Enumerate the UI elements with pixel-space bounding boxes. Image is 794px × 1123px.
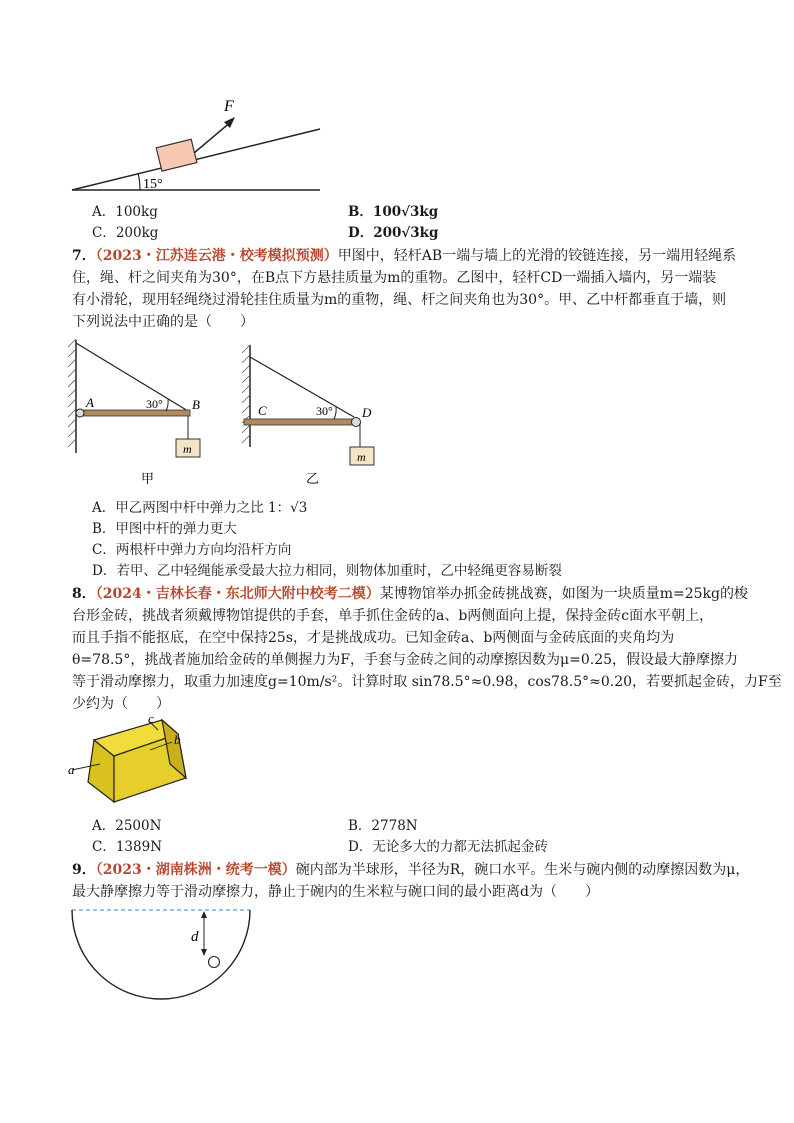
q8-option-a[interactable]: A．2500N — [92, 818, 162, 834]
caption-yi: 乙 — [306, 471, 320, 485]
q8-stem-line-2: 台形金砖，挑战者须戴博物馆提供的手套，单手抓住金砖的a、b两侧面向上提，保持金砖c面水平朝上， — [72, 608, 714, 624]
q7-option-c[interactable]: C．两根杆中弹力方向均沿杆方向 — [92, 542, 292, 558]
q7-figure-left — [60, 335, 220, 485]
svg-text:A: A — [86, 395, 94, 410]
q8-stem-line-5: 等于滑动摩擦力，取重力加速度g=10m/s²。计算时取 sin78.5°≈0.98，cos78.5°≈0.20，若要抓起金砖，力F至 — [72, 674, 782, 690]
caption-jia: 甲 — [141, 471, 155, 485]
q8-option-c[interactable]: C．1389N — [92, 839, 163, 855]
bowl-figure — [66, 904, 256, 1000]
q8-number: 8． — [72, 586, 96, 602]
q7-number: 7． — [72, 248, 96, 264]
rice-grain — [209, 957, 220, 968]
q6-option-b[interactable]: B．100√3kg — [348, 204, 439, 220]
incline-figure — [60, 95, 340, 200]
svg-text:m: m — [183, 442, 192, 456]
svg-text:m: m — [357, 450, 366, 464]
q6-option-d[interactable]: D．200√3kg — [348, 225, 439, 241]
hinge — [76, 409, 84, 417]
q8-option-d[interactable]: D．无论多大的力都无法抓起金砖 — [348, 839, 548, 855]
q8-source: （2024・吉林长春・东北师大附中校考二模） — [95, 586, 380, 602]
q9-source: （2023・湖南株洲・统考一模） — [95, 862, 296, 878]
q8-stem-line-3: 而且手指不能抠底，在空中保持25s，才是挑战成功。已知金砖a、b两侧面与金砖底面的夹角均为 — [72, 630, 675, 646]
bowl-arc — [72, 910, 250, 999]
force-arrow — [194, 121, 232, 153]
block — [156, 139, 197, 171]
q7-stem-line-1: 7．（2023・江苏连云港・校考模拟预测）甲图中，轻杆AB一端与墙上的光滑的铰链连接，另一端用轻绳系 — [72, 248, 737, 264]
q8-stem-line-1: 8．（2024・吉林长春・东北师大附中校考二模）某博物馆举办抓金砖挑战赛，如图为一块质量m=25kg的梭 — [72, 586, 748, 602]
svg-text:30°: 30° — [316, 404, 333, 418]
svg-text:B: B — [192, 397, 200, 412]
q9-stem-line-1: 9．（2023・湖南株洲・统考一模）碗内部为半球形，半径为R，碗口水平。生米与碗内侧的动摩擦因数为μ， — [72, 862, 750, 878]
q7-option-d[interactable]: D．若甲、乙中轻绳能承受最大拉力相同，则物体加重时，乙中轻绳更容易断裂 — [92, 563, 562, 579]
q8-option-b[interactable]: B．2778N — [348, 818, 418, 834]
rod-ab — [82, 410, 190, 416]
q7-stem-line-4: 下列说法中正确的是（ ） — [72, 314, 254, 330]
q6-option-a[interactable]: A．100kg — [92, 204, 158, 220]
q7-source: （2023・江苏连云港・校考模拟预测） — [95, 248, 338, 264]
svg-text:c: c — [148, 712, 154, 726]
angle-arc — [138, 173, 140, 190]
q7-stem-line-3: 有小滑轮，现用轻绳绕过滑轮挂住质量为m的重物，绳、杆之间夹角也为30°。甲、乙中杆都垂直于墙，则 — [72, 292, 727, 308]
q6-option-c[interactable]: C．200kg — [92, 225, 159, 241]
q7-option-a[interactable]: A．甲乙两图中杆中弹力之比 1：√3 — [92, 500, 308, 516]
force-label: F — [224, 98, 234, 115]
svg-text:30°: 30° — [146, 397, 163, 411]
svg-text:D: D — [362, 405, 372, 420]
q9-number: 9． — [72, 862, 96, 878]
svg-text:a: a — [68, 762, 75, 777]
q7-figure-right — [236, 335, 386, 485]
q7-stem-line-2: 住，绳、杆之间夹角为30°，在B点下方悬挂质量为m的重物。乙图中，轻杆CD一端插入墙内，另一端装 — [72, 270, 717, 286]
gold-brick-figure — [66, 712, 216, 812]
q7-option-b[interactable]: B．甲图中杆的弹力更大 — [92, 521, 237, 537]
q9-stem-line-2: 最大静摩擦力等于滑动摩擦力，静止于碗内的生米粒与碗口间的最小距离d为（ ） — [72, 884, 599, 900]
distance-label: d — [191, 929, 199, 945]
svg-text:C: C — [258, 403, 267, 418]
rod-cd — [244, 419, 354, 425]
svg-text:b: b — [174, 732, 181, 747]
angle-label: 15° — [143, 177, 163, 192]
q8-stem-line-4: θ=78.5°，挑战者施加给金砖的单侧握力为F，手套与金砖之间的动摩擦因数为μ=0.25，假设最大静摩擦力 — [72, 652, 739, 668]
pulley — [352, 418, 361, 427]
q8-stem-line-6: 少约为（ ） — [72, 696, 170, 712]
